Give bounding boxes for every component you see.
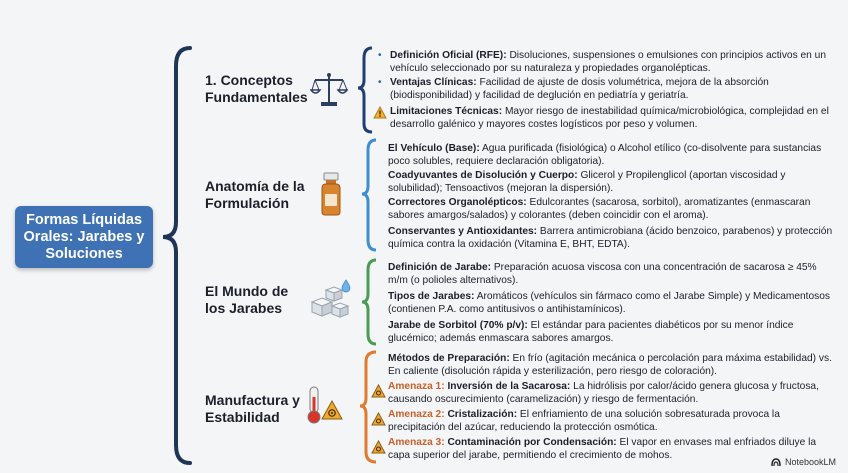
item-label: Limitaciones Técnicas: <box>390 106 503 117</box>
item-text: Glicerol y Propilenglicol (aportan viscosidad y solubilidad); Tensoactivos (mejoran la dispersión). <box>388 170 786 194</box>
item-correctores <box>388 197 838 222</box>
item-label: Contaminación por Condensación: <box>447 437 617 448</box>
section-title-anatomia: Anatomía de la Formulación <box>205 178 305 211</box>
root-title: Formas Líquidas Orales: Jarabes y Soluciones <box>23 211 145 262</box>
section2-brace <box>362 140 376 250</box>
item-label: Correctores Organolépticos: <box>388 197 527 208</box>
item-label: El Vehículo (Base): <box>388 143 480 154</box>
item-text: El vapor en envases mal enfriados diluye la capa superior del jarabe, permitiendo el crecimiento de mohos. <box>388 437 817 461</box>
item-text: Preparación acuosa viscosa con una concentración de sacarosa ≥ 45% m/m (o polioles alternativos). <box>388 262 817 286</box>
bullet-dot: • <box>378 50 382 61</box>
threat-label: Amenaza 1: <box>388 381 448 392</box>
section-title-manufactura: Manufactura y Estabilidad <box>205 392 300 425</box>
item-text: Edulcorantes (sacarosa, sorbitol), aromatizantes (enmascaran sabores amargos/salados) y colorantes (deben coincidir con el aroma). <box>388 197 811 221</box>
item-label: Coadyuvantes de Disolución y Cuerpo: <box>388 170 578 181</box>
section1-brace <box>358 48 372 132</box>
item-text: Facilidad de ajuste de dosis volumétrica, mejora de la absorción (biodisponibilidad) y facilidad de deglución en pediatría y geriatría. <box>390 77 769 101</box>
item-text: Agua purificada (fisiológica) o Alcohol etílico (co-disolvente para sustancias poco solubles, requiere declaración obligatoria). <box>388 143 822 167</box>
section-title-conceptos: 1. Conceptos Fundamentales <box>205 72 308 105</box>
footer-brand-label: NotebookLM <box>784 457 836 467</box>
bullet-dot: • <box>378 77 382 88</box>
item-text: El estándar para pacientes diabéticos por su menor índice glucémico; además enmascara sabores amargos. <box>388 320 794 344</box>
item-label: Inversión de la Sacarosa: <box>447 381 571 392</box>
item-label: Definición de Jarabe: <box>388 262 492 273</box>
item-label: Ventajas Clínicas: <box>390 77 477 88</box>
sugar-cubes-icon <box>306 278 352 320</box>
section-title-jarabes: El Mundo de los Jarabes <box>205 283 289 316</box>
biohazard-warning-icon <box>371 412 386 426</box>
biohazard-warning-icon <box>371 440 386 454</box>
item-text: Barrera antimicrobiana (ácido benzoico, parabenos) y protección química contra la oxidación (Vitamina E, BHT, EDTA). <box>388 226 833 250</box>
item-text: La hidrólisis por calor/ácido genera glucosa y fructosa, causando oscurecimiento (caramelización) y riesgo de fermentación. <box>388 381 819 405</box>
item-coadyuvantes <box>388 170 838 195</box>
notebooklm-logo-icon <box>771 458 781 467</box>
item-vehiculo <box>388 143 838 168</box>
item-label: Cristalización: <box>447 409 518 420</box>
item-definicion-jarabe <box>388 262 838 287</box>
medicine-bottle-icon <box>318 172 344 216</box>
item-label: Conservantes y Antioxidantes: <box>388 226 538 237</box>
item-text: Disoluciones, suspensiones o emulsiones con principios activos en un vehículo seleccionado por su naturaleza y propiedades organolépticas. <box>390 50 826 74</box>
item-label: Jarabe de Sorbitol (70% p/v): <box>388 320 528 331</box>
warning-icon <box>373 106 387 119</box>
item-metodos-preparacion <box>388 353 838 378</box>
item-amenaza-2 <box>388 409 838 434</box>
item-text: El enfriamiento de una solución sobresaturada provoca la precipitación del azúcar, reduciendo la protección osmótica. <box>388 409 780 433</box>
item-text: En frío (agitación mecánica o percolación para máxima estabilidad) vs. En caliente (disolución rápida y esterilización, pero riesgo de coloración). <box>388 353 832 377</box>
item-conservantes <box>388 226 838 251</box>
item-ventajas-clinicas <box>390 77 840 102</box>
item-label: Tipos de Jarabes: <box>388 291 475 302</box>
item-limitaciones-tecnicas <box>390 106 840 131</box>
footer-brand <box>771 457 836 467</box>
item-jarabe-sorbitol <box>388 320 838 345</box>
biohazard-warning-icon <box>371 384 386 398</box>
item-tipos-jarabes <box>388 291 838 316</box>
item-definicion-oficial <box>390 50 840 75</box>
thermometer-biohazard-icon <box>304 385 344 427</box>
threat-label: Amenaza 2: <box>388 409 448 420</box>
item-amenaza-1 <box>388 381 838 406</box>
item-text: Mayor riesgo de inestabilidad química/microbiológica, complejidad en el desarrollo galénico y mayores costes logísticos por peso y volumen. <box>390 106 829 130</box>
root-node <box>15 206 153 268</box>
item-text: Aromáticos (vehículos sin fármaco como el Jarabe Simple) y Medicamentosos (contienen P.A. como antitusivos o antihistamínicos). <box>388 291 831 315</box>
scales-icon <box>310 70 348 108</box>
item-label: Definición Oficial (RFE): <box>390 50 507 61</box>
main-brace <box>163 48 190 463</box>
threat-label: Amenaza 3: <box>388 437 448 448</box>
item-label: Métodos de Preparación: <box>388 353 510 364</box>
section3-brace <box>362 260 376 344</box>
